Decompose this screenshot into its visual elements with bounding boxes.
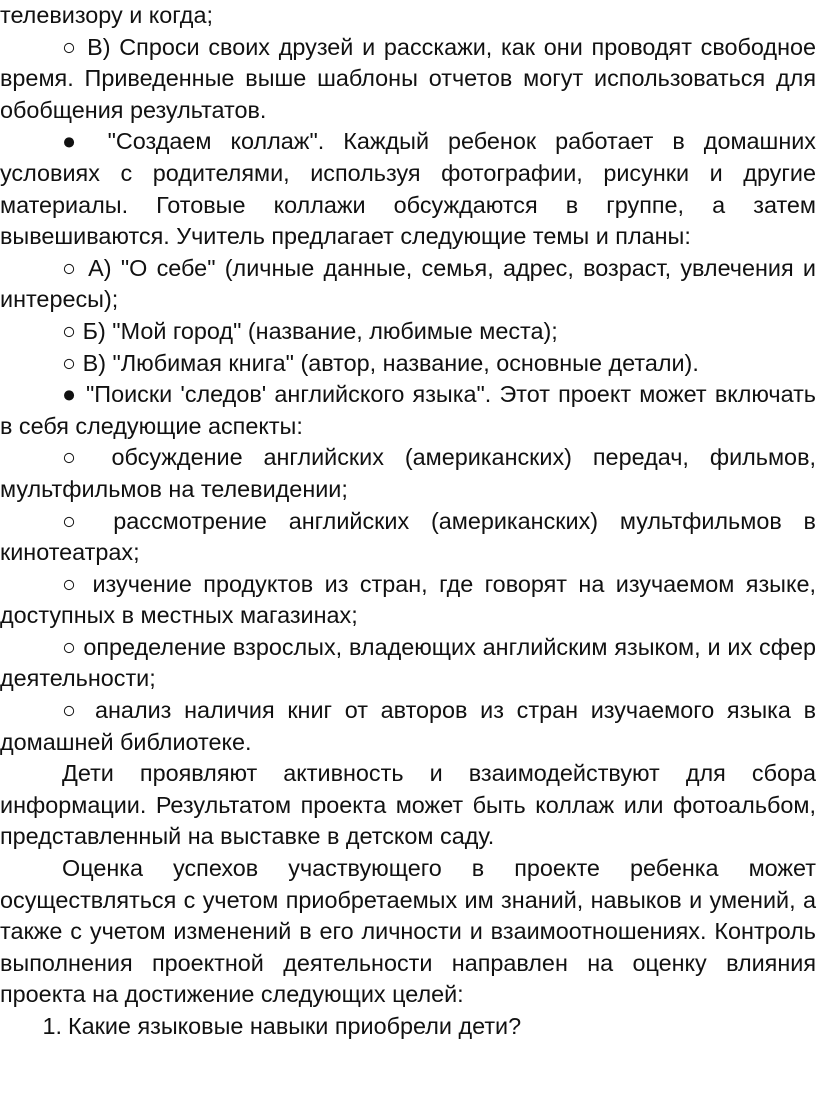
list-item-text: Какие языковые навыки приобрели дети? bbox=[68, 1013, 522, 1039]
paragraph-english-traces: ● "Поиски 'следов' английского языка". Этот проект может включать в себя следующие аспекты: bbox=[0, 381, 816, 439]
paragraph-aspect-adults: ○ определение взрослых, владеющих английским языком, и их сфер деятельности; bbox=[0, 633, 816, 692]
list-item-number: 1. bbox=[42, 1013, 62, 1039]
paragraph-children-activity: Дети проявляют активность и взаимодействуют для сбора информации. Результатом проекта может быть коллаж или фотоальбом, представленный на выставке в детском саду. bbox=[0, 760, 816, 850]
paragraph-aspect-cinema: ○ рассмотрение английских (американских) мультфильмов в кинотеатрах; bbox=[0, 507, 816, 566]
paragraph-collage: ● "Создаем коллаж". Каждый ребенок работает в домашних условиях с родителями, используя фотографии, рисунки и другие материалы. Готовые коллажи обсуждаются в группе, а затем вывешиваются. Учитель предлагает следующие темы и планы: bbox=[0, 128, 816, 250]
paragraph-topic-about-me: ○ А) "О себе" (личные данные, семья, адрес, возраст, увлечения и интересы); bbox=[0, 254, 816, 313]
text-line-continuation: телевизору и когда; bbox=[0, 2, 213, 28]
paragraph-topic-my-city: ○ Б) "Мой город" (название, любимые места); bbox=[62, 317, 558, 344]
numbered-list-item bbox=[0, 1011, 816, 1043]
paragraph-friends-leisure: ○ В) Спроси своих друзей и расскажи, как они проводят свободное время. Приведенные выше шаблоны отчетов могут использоваться для обобщения результатов. bbox=[0, 33, 816, 123]
paragraph-evaluation: Оценка успехов участвующего в проекте ребенка может осуществляться с учетом приобретаемых им знаний, навыков и умений, а также с учетом изменений в его личности и взаимоотношениях. Контроль выполнения проектной деятельности направлен на оценку влияния проекта на достижение следующих целей: bbox=[0, 855, 816, 1008]
paragraph-aspect-products: ○ изучение продуктов из стран, где говорят на изучаемом языке, доступных в местных магазинах; bbox=[0, 570, 816, 629]
paragraph-topic-favorite-book: ○ В) "Любимая книга" (автор, название, основные детали). bbox=[62, 349, 699, 376]
paragraph-aspect-books: ○ анализ наличия книг от авторов из стран изучаемого языка в домашней библиотеке. bbox=[0, 697, 816, 755]
paragraph-aspect-tv: ○ обсуждение английских (американских) передач, фильмов, мультфильмов на телевидении; bbox=[0, 444, 816, 502]
